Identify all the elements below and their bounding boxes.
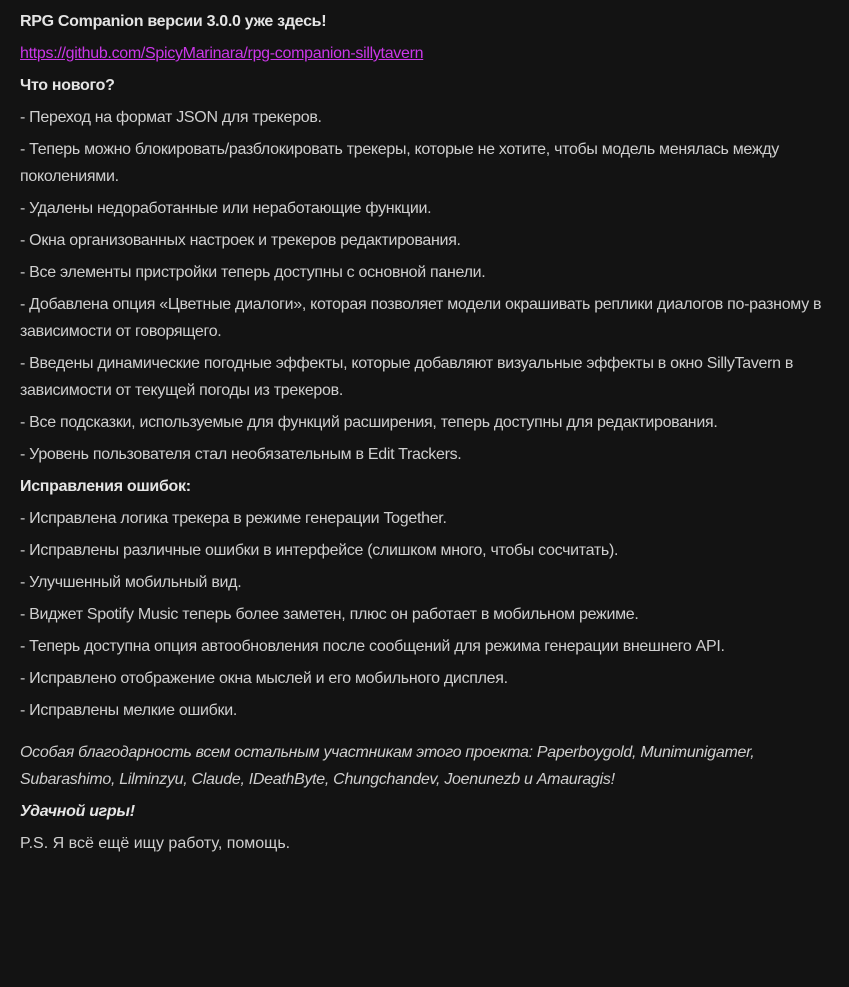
whats-new-item: - Теперь можно блокировать/разблокировать трекеры, которые не хотите, чтобы модель менялась между поколениями. <box>20 141 779 185</box>
page-title: RPG Companion версии 3.0.0 уже здесь! <box>20 13 327 30</box>
whats-new-item: - Уровень пользователя стал необязательным в Edit Trackers. <box>20 446 462 463</box>
whats-new-item: - Введены динамические погодные эффекты, которые добавляют визуальные эффекты в окно SillyTavern в зависимости от текущей погоды из трекеров. <box>20 355 794 399</box>
whats-new-item: - Все элементы пристройки теперь доступны с основной панели. <box>20 264 486 281</box>
whats-new-item: - Удалены недоработанные или неработающие функции. <box>20 200 432 217</box>
bug-fix-item: - Исправлена логика трекера в режиме генерации Together. <box>20 510 447 527</box>
whats-new-heading: Что нового? <box>20 77 115 94</box>
good-luck-text: Удачной игры! <box>20 803 135 820</box>
bug-fix-item: - Виджет Spotify Music теперь более заметен, плюс он работает в мобильном режиме. <box>20 606 639 623</box>
whats-new-item: - Окна организованных настроек и трекеров редактирования. <box>20 232 461 249</box>
bug-fixes-heading: Исправления ошибок: <box>20 478 191 495</box>
bug-fix-item: - Исправлены мелкие ошибки. <box>20 702 237 719</box>
ps-text: P.S. Я всё ещё ищу работу, помощь. <box>20 835 291 852</box>
link-paragraph <box>20 40 829 67</box>
bug-fix-item: - Исправлено отображение окна мыслей и его мобильного дисплея. <box>20 670 508 687</box>
github-link[interactable]: https://github.com/SpicyMarinara/rpg-companion-sillytavern <box>20 45 424 62</box>
whats-new-item: - Переход на формат JSON для трекеров. <box>20 109 322 126</box>
bug-fix-item: - Исправлены различные ошибки в интерфейсе (слишком много, чтобы сосчитать). <box>20 542 619 559</box>
credits-text: Особая благодарность всем остальным участникам этого проекта: Paperboygold, Munimunigamer, Subarashimo, Lilminzyu, Claude, IDeathByte, Chungchandev, Joenunezb и Amauragis! <box>20 744 755 788</box>
bug-fix-item: - Улучшенный мобильный вид. <box>20 574 242 591</box>
bug-fix-item: - Теперь доступна опция автообновления после сообщений для режима генерации внешнего API. <box>20 638 725 655</box>
whats-new-item: - Добавлена опция «Цветные диалоги», которая позволяет модели окрашивать реплики диалогов по-разному в зависимости от говорящего. <box>20 296 822 340</box>
whats-new-item: - Все подсказки, используемые для функций расширения, теперь доступны для редактирования. <box>20 414 718 431</box>
